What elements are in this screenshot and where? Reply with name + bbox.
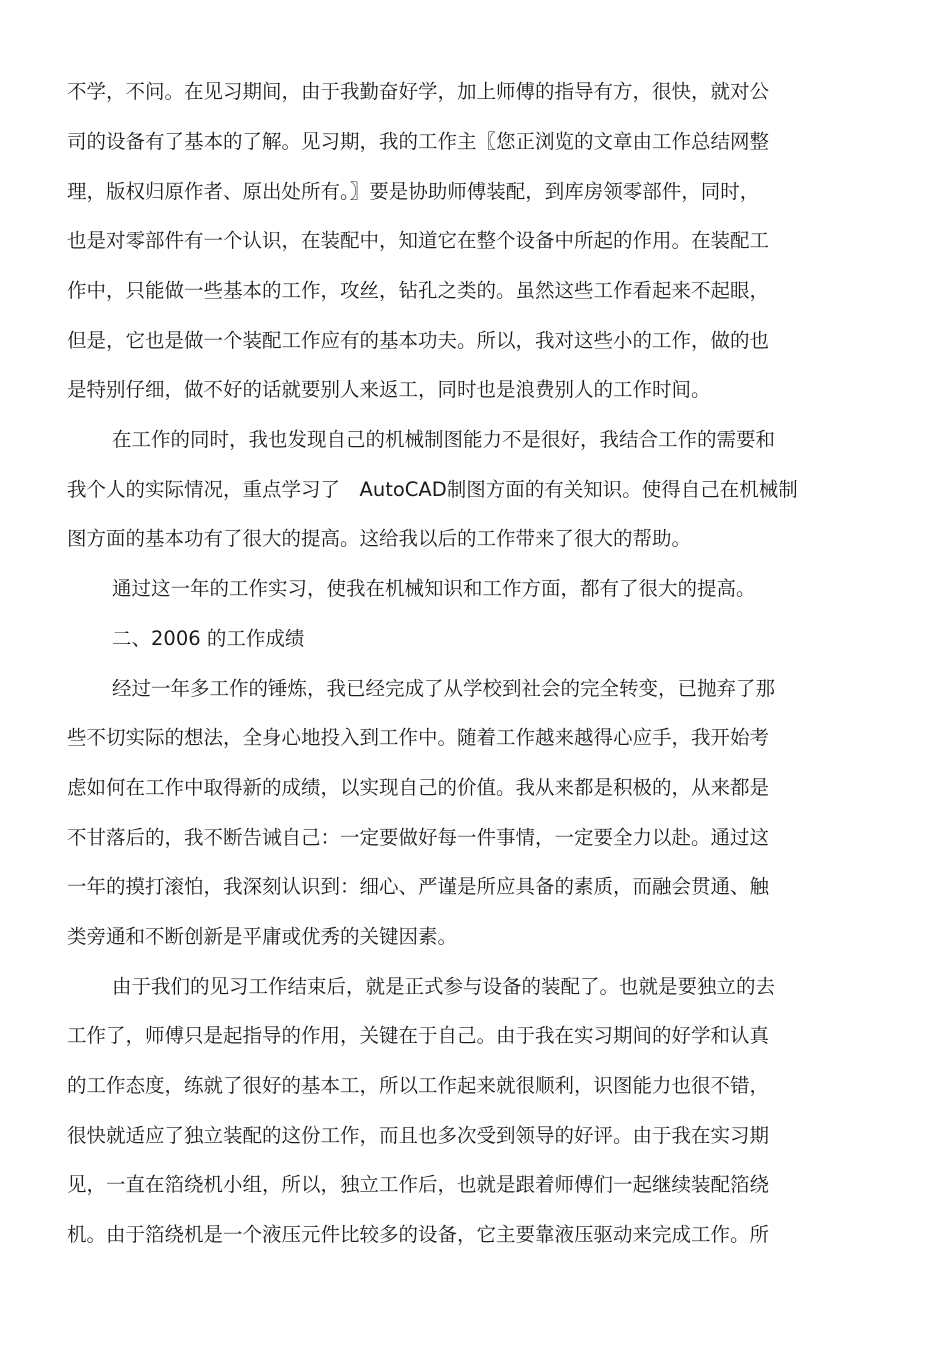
text-line: 是特别仔细，做不好的话就要别人来返工，同时也是浪费别人的工作时间。 [67,378,711,401]
text-line: 很快就适应了独立装配的这份工作，而且也多次受到领导的好评。由于我在实习期 [67,1124,770,1147]
text-line: 不甘落后的，我不断告诫自己：一定要做好每一件事情，一定要全力以赴。通过这 [67,826,770,849]
text-line: 也是对零部件有一个认识，在装配中，知道它在整个设备中所起的作用。在装配工 [67,229,770,252]
text-line: 图方面的基本功有了很大的提高。这给我以后的工作带来了很大的帮助。 [67,527,692,550]
paragraph-first-line: 通过这一年的工作实习，使我在机械知识和工作方面，都有了很大的提高。 [112,577,756,600]
text-line: 一年的摸打滚怕，我深刻认识到：细心、严谨是所应具备的素质，而融会贯通、触 [67,875,770,898]
paragraph-first-line: 在工作的同时，我也发现自己的机械制图能力不是很好，我结合工作的需要和 [112,428,776,451]
text-line: 些不切实际的想法，全身心地投入到工作中。随着工作越来越得心应手，我开始考 [67,726,770,749]
text-line: 我个人的实际情况，重点学习了 AutoCAD制图方面的有关知识。使得自己在机械制 [67,478,798,501]
paragraph-first-line: 由于我们的见习工作结束后，就是正式参与设备的装配了。也就是要独立的去 [112,975,776,998]
section-heading: 二、2006 的工作成绩 [112,627,305,650]
text-line: 的工作态度，练就了很好的基本工，所以工作起来就很顺利，识图能力也很不错， [67,1074,770,1097]
text-line: 见，一直在箔绕机小组，所以，独立工作后，也就是跟着师傅们一起继续装配箔绕 [67,1173,770,1196]
text-line: 不学，不问。在见习期间，由于我勤奋好学，加上师傅的指导有方，很快，就对公 [67,80,770,103]
text-line: 作中，只能做一些基本的工作，攻丝，钻孔之类的。虽然这些工作看起来不起眼， [67,279,770,302]
text-line: 但是，它也是做一个装配工作应有的基本功夫。所以，我对这些小的工作，做的也 [67,329,770,352]
text-line: 类旁通和不断创新是平庸或优秀的关键因素。 [67,925,458,948]
text-line: 理，版权归原作者、原出处所有。〗要是协助师傅装配，到库房领零部件，同时， [67,180,760,203]
text-line: 虑如何在工作中取得新的成绩，以实现自己的价值。我从来都是积极的，从来都是 [67,776,770,799]
paragraph-first-line: 经过一年多工作的锤炼，我已经完成了从学校到社会的完全转变，已抛弃了那 [112,677,776,700]
text-line: 机。由于箔绕机是一个液压元件比较多的设备，它主要靠液压驱动来完成工作。所 [67,1223,770,1246]
text-line: 工作了，师傅只是起指导的作用，关键在于自己。由于我在实习期间的好学和认真 [67,1024,770,1047]
text-line: 司的设备有了基本的了解。见习期，我的工作主〖您正浏览的文章由工作总结网整 [67,130,770,153]
